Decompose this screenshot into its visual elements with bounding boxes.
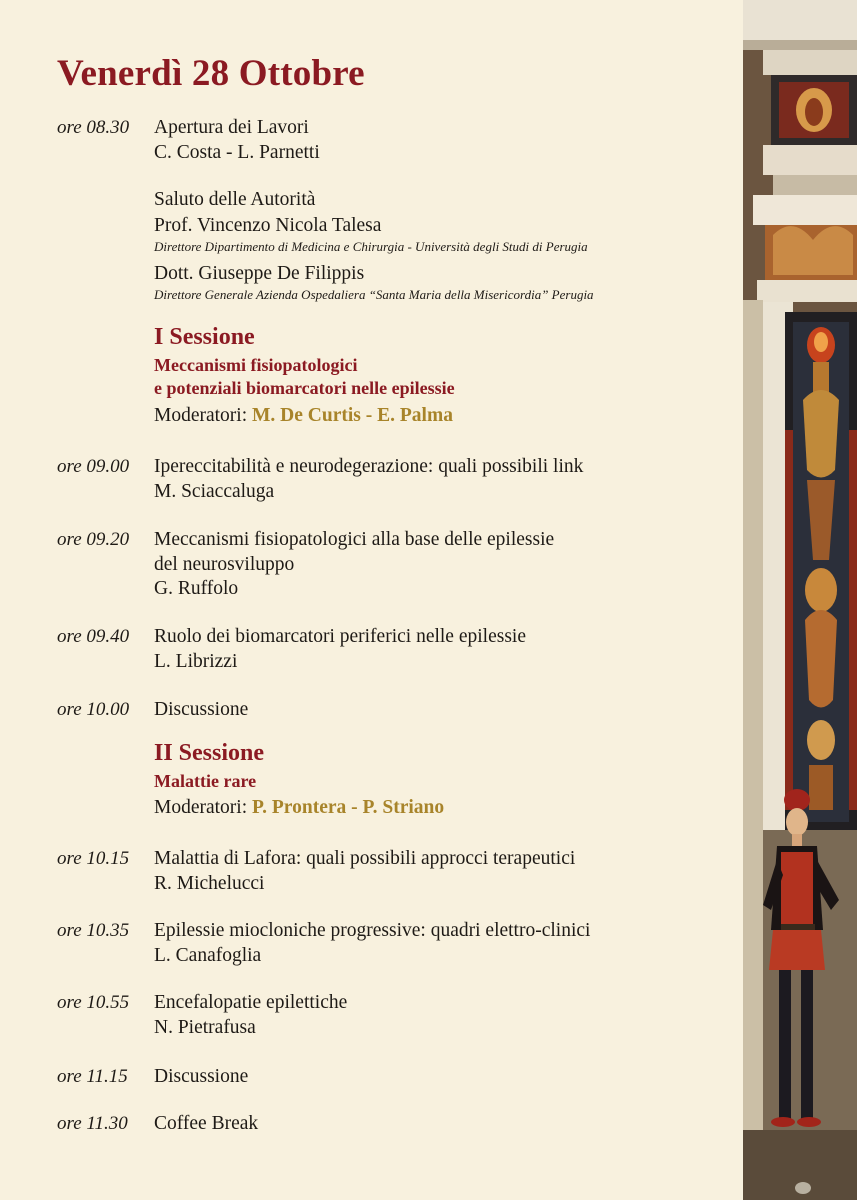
item-speaker: L. Librizzi: [154, 650, 238, 672]
authority-name: Dott. Giuseppe De Filippis: [154, 263, 365, 284]
item-speaker: M. Sciaccaluga: [154, 480, 275, 502]
time-label: ore 11.30: [57, 1113, 128, 1134]
program-item: [154, 528, 554, 602]
moderators-label: Moderatori:: [154, 405, 248, 426]
session-subtitle: Meccanismi fisiopatologici: [154, 355, 358, 375]
session-title: I Sessione: [154, 324, 255, 350]
time-label: ore 08.30: [57, 117, 130, 138]
item-speaker: N. Pietrafusa: [154, 1016, 256, 1038]
item-speaker: G. Ruffolo: [154, 578, 239, 599]
time-label: ore 10.00: [57, 699, 130, 720]
authority-name: Prof. Vincenzo Nicola Talesa: [154, 215, 382, 236]
time-label: ore 10.55: [57, 992, 130, 1013]
greeting-label: Saluto delle Autorità: [154, 189, 316, 210]
time-label: ore 09.40: [57, 626, 130, 647]
painting-illustration: [743, 0, 857, 1200]
authority-role: Direttore Generale Azienda Ospedaliera “Santa Maria della Misericordia” Perugia: [154, 287, 594, 302]
item-speaker: L. Canafoglia: [154, 944, 262, 966]
program-item: [154, 847, 575, 896]
moderators-line: [154, 797, 444, 819]
moderators-names: P. Prontera - P. Striano: [252, 797, 445, 818]
item-title: Encefalopatie epilettiche: [154, 992, 348, 1013]
item-title-cont: del neurosviluppo: [154, 553, 295, 575]
program-item: [154, 455, 583, 504]
time-label: ore 09.00: [57, 456, 130, 477]
program-item: [154, 625, 526, 674]
moderators-line: [154, 405, 453, 427]
moderators-names: M. De Curtis - E. Palma: [252, 405, 453, 426]
page-title: Venerdì 28 Ottobre: [57, 53, 365, 94]
item-title: Meccanismi fisiopatologici alla base delle epilessie: [154, 529, 555, 550]
item-title: Epilessie miocloniche progressive: quadri elettro-clinici: [154, 920, 591, 941]
item-title: Ipereccitabilità e neurodegerazione: quali possibili link: [154, 456, 584, 477]
item-title: Ruolo dei biomarcatori periferici nelle epilessie: [154, 626, 526, 647]
item-speaker: C. Costa - L. Parnetti: [154, 141, 320, 163]
item-speaker: R. Michelucci: [154, 872, 265, 894]
program-item: [154, 919, 590, 968]
program-item: [154, 991, 347, 1040]
time-label: ore 11.15: [57, 1066, 128, 1087]
renaissance-painting-image: [743, 0, 857, 1200]
authority-role: Direttore Dipartimento di Medicina e Chirurgia - Università degli Studi di Perugia: [154, 239, 588, 254]
session-subtitle: Malattie rare: [154, 771, 257, 791]
item-title: Apertura dei Lavori: [154, 117, 309, 138]
session-subtitle: e potenziali biomarcatori nelle epilessie: [154, 378, 455, 398]
time-label: ore 10.15: [57, 848, 130, 869]
item-title: Coffee Break: [154, 1113, 259, 1134]
item-title: Malattia di Lafora: quali possibili approcci terapeutici: [154, 848, 576, 869]
item-title: Discussione: [154, 1066, 249, 1087]
opening-block: [154, 116, 320, 165]
item-title: Discussione: [154, 699, 249, 720]
time-label: ore 10.35: [57, 920, 130, 941]
moderators-label: Moderatori:: [154, 797, 248, 818]
session-title: II Sessione: [154, 740, 265, 766]
time-label: ore 09.20: [57, 529, 130, 550]
